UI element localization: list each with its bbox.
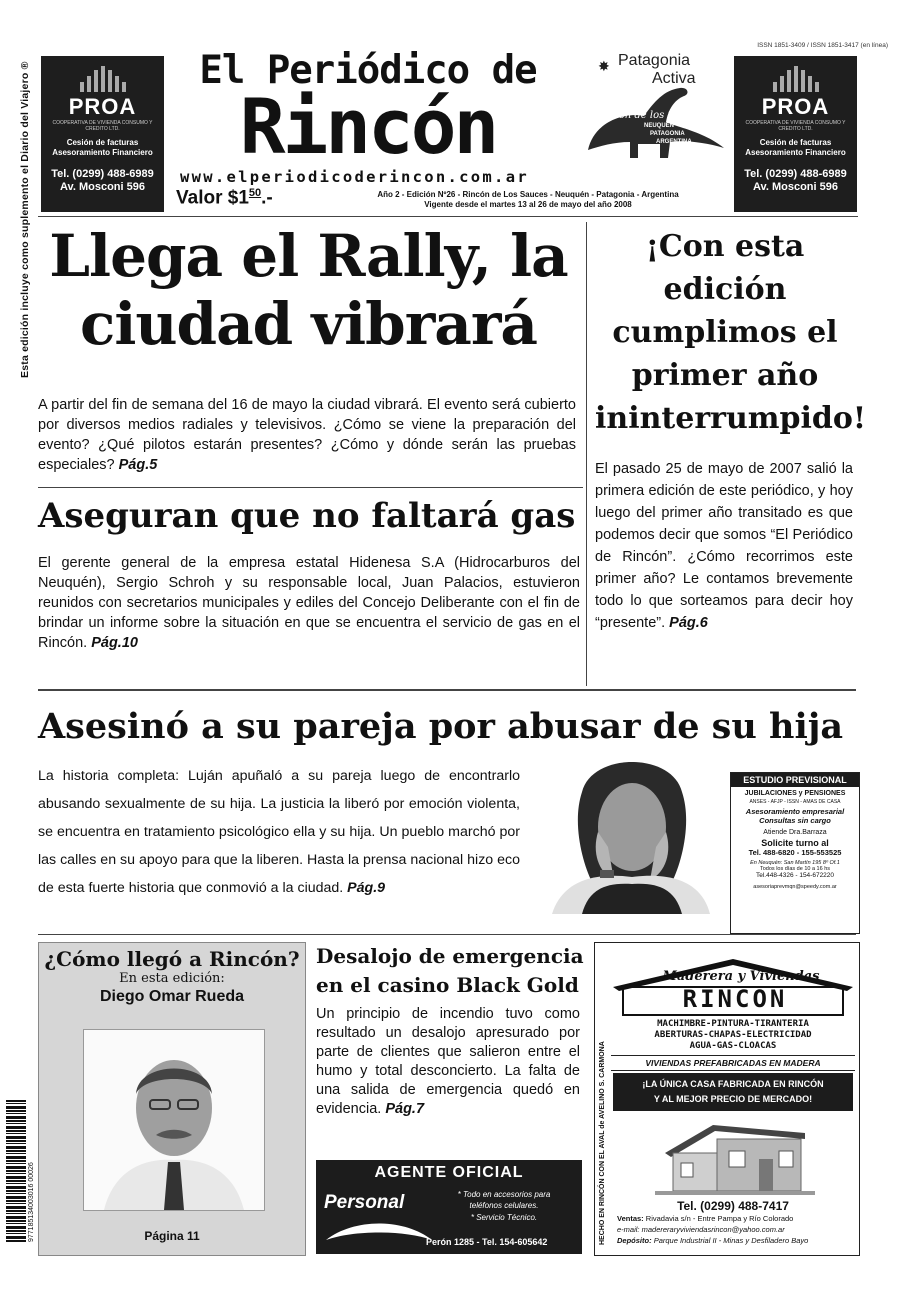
agente-item1b: teléfonos celulares. [469,1201,539,1210]
estudio-ad [730,772,860,934]
crime-body [38,762,520,902]
maderera-name1: Maderera y Viviendas [662,969,820,984]
maderera-banner [613,1073,853,1111]
maderera-ventas [617,1214,857,1223]
estudio-line9: Todos los días de 10 a 16 hs [759,866,831,872]
price-label: Valor $1 [176,187,249,209]
price-suffix: .- [261,187,273,209]
maderera-deposito-label: Depósito: [617,1236,652,1245]
maderera-banner1: ¡LA ÚNICA CASA FABRICADA EN RINCÓN [642,1079,824,1089]
estudio-line4: Consultas sin cargo [759,816,831,825]
lead-body [38,395,576,475]
masthead-title-line2: Rincón [239,82,497,171]
personal-swoosh-icon [324,1216,434,1246]
agente-item2: * Servicio Técnico. [470,1213,538,1222]
casino-headline: Desalojo de emergencia en el casino Black Gold [316,944,584,997]
estudio-title: ESTUDIO PREVISIONAL [731,773,859,787]
proa-logo-icon [41,66,164,92]
maderera-ventas-text: Rivadavia s/n - Entre Pampa y Río Colorado [645,1214,794,1223]
estudio-line6: Solicite turno al [761,838,829,848]
maderera-prefab: VIVIENDAS PREFABRICADAS EN MADERA [611,1055,855,1071]
proa-address: Av. Mosconi 596 [60,181,145,193]
proa-ad-left [41,56,164,212]
maderera-vertical: HECHO EN RINCÓN CON EL AVAL de AVELINO S. CARMONA [599,1041,606,1245]
anniversary-page-ref: Pág.6 [669,615,708,631]
maderera-banner2: Y AL MEJOR PRECIO DE MERCADO! [653,1094,813,1104]
maderera-email-text: madereraryviviendasrincon@yahoo.com.ar [641,1225,785,1234]
estudio-line1: JUBILACIONES y PENSIONES [744,790,846,797]
maderera-name2: RINCON [682,985,788,1013]
maderera-deposito [617,1236,857,1245]
casino-page-ref: Pág.7 [385,1101,425,1117]
crime-body-text: La historia completa: Luján apuñaló a su pareja luego de encontrarlo abusando sexualmente de su hija. La justicia la liberó por emoción violenta, se encuentra en tratamiento psicológico ella y su hija. Un pueblo marchó por las calles en su apoyo para que la liberen. Hasta la prensa nacional hizo eco de esta fuerte historia que conmovió a la ciudad. [38,768,520,896]
maderera-services1: MACHIMBRE-PINTURA-TIRANTERIA [657,1019,809,1029]
estudio-line7: Tel. 488-6820 - 155-553525 [748,848,842,857]
lead-page-ref: Pág.5 [118,457,158,473]
como-llego-photo [83,1029,265,1211]
proa-coop: COOPERATIVA DE VIVIENDA CONSUMO Y CREDITO LTD. [745,120,846,132]
estudio-line3: Asesoramiento empresarial [745,807,845,816]
maderera-ventas-label: Ventas: [617,1214,644,1223]
casino-body-text: Un principio de incendio tuvo como resultado un desalojo apresurado por parte de clientes que salieron entre el humo y total desconcierto. La falta de una salida de emergencia quedó en evidencia. [316,1006,580,1117]
agente-item1: * Todo en accesorios para [457,1190,551,1199]
gas-body [38,553,580,653]
proa-tel: Tel. (0299) 488-6989 [744,168,847,180]
proa-ad-right [734,56,857,212]
maderera-ad [594,942,860,1256]
dinosaur-icon [584,82,729,162]
gas-page-ref: Pág.10 [91,635,138,651]
anniversary-body [595,458,853,634]
proa-coop: COOPERATIVA DE VIVIENDA CONSUMO Y CREDITO LTD. [52,120,153,132]
masthead-title-line1: El Periódico de [199,48,537,93]
proa-tel: Tel. (0299) 488-6989 [51,168,154,180]
estudio-email: asesoriaprevmqn@speedy.com.ar [753,884,837,890]
sun-icon: ✸ [598,58,610,74]
price [176,187,273,209]
side-note: Esta edición incluye como suplemento el Diario del Viajero ® [19,61,31,378]
patagonia-activa-logo [580,50,730,166]
maderera-services3: AGUA-GAS-CLOACAS [689,1041,777,1051]
issn: ISSN 1851-3409 / ISSN 1851-3417 (en línea) [757,42,888,49]
gas-body-text: El gerente general de la empresa estatal Hidenesa S.A (Hidrocarburos del Neuquén), Sergio Schroh y su responsable local, Juan Palacios, estuvieron reunidos con secretarios municipales y ediles del Concejo Deliberante con el fin de brindar un informe sobre la situación en que se encuentra el servicio de gas en el Rincón. [38,555,580,651]
como-llego-title: ¿Cómo llegó a Rincón? [44,947,300,971]
lead-headline: Llega el Rally, la ciudad vibrará [49,222,568,358]
maderera-tel: Tel. (0299) 488-7417 [677,1199,789,1213]
barcode-number: 977185134003016 00026 [28,1162,35,1242]
patagonia-line1: Patagonia [618,52,691,69]
price-cents: 50 [248,187,262,199]
patagonia-sub1: NEUQUÉN [644,123,675,129]
patagonia-sub2: PATAGONIA [650,131,685,137]
crime-page-ref: Pág.9 [347,880,386,896]
maderera-email [617,1225,857,1234]
estudio-line10: Tel.448-4326 - 154-672220 [755,872,835,879]
patagonia-sub3: ARGENTINA [656,139,692,145]
crime-photo [542,752,720,914]
patagonia-line2: Activa [652,70,696,87]
agente-address: Perón 1285 - Tel. 154-605642 [426,1237,548,1247]
maderera-deposito-text: Parque Industrial II - Minas y Desfiladero Bayo [653,1236,809,1245]
man-photo-icon [84,1030,264,1210]
proa-logo-icon [734,66,857,92]
estudio-line2: ANSES - AFJP - ISSN - AMAS DE CASA [749,799,841,805]
proa-service-1: Cesión de facturas [759,138,832,147]
casino-body [316,1005,580,1119]
proa-service-2: Asesoramiento Financiero [52,148,153,157]
proa-name: PROA [68,94,137,119]
proa-address: Av. Mosconi 596 [753,181,838,193]
maderera-email-label: e-mail: [617,1225,640,1234]
como-llego-box [38,942,306,1256]
gas-headline: Aseguran que no faltará gas [38,496,576,536]
edition-info: Año 2 - Edición Nº26 - Rincón de Los Sauces - Neuquén - Patagonia - Argentina [377,190,679,199]
como-llego-person: Diego Omar Rueda [99,988,245,1005]
barcode [6,1100,26,1242]
patagonia-tagline: Rincón de los Saurios [596,110,706,121]
como-llego-page: Página 11 [144,1229,200,1243]
agente-ad [316,1160,582,1254]
house-icon [655,1119,815,1195]
agente-brand: Personal [324,1192,405,1213]
woman-photo-icon [542,752,720,914]
proa-service-1: Cesión de facturas [66,138,139,147]
como-llego-subtitle: En esta edición: [119,971,225,986]
agente-title: AGENTE OFICIAL [374,1164,524,1181]
anniversary-headline: ¡Con esta edición cumplimos el primer año ininterrumpido! [595,229,867,436]
lead-body-text: A partir del fin de semana del 16 de mayo la ciudad vibrará. El evento será cubierto por diversos medios radiales y televisivos. ¿Cómo se viene la preparación del evento? ¿Qué pilotos estarán presentes? ¿Cómo y dónde serán las pruebas especiales? [38,397,576,473]
crime-headline: Asesinó a su pareja por abusar de su hija [38,706,844,747]
proa-name: PROA [761,94,830,119]
edition-validity: Vigente desde el martes 13 al 26 de mayo del año 2008 [424,200,632,209]
anniversary-body-text: El pasado 25 de mayo de 2007 salió la primera edición de este periódico, y hoy luego del primer año transitado es que podemos decir que somos “El Periódico de Rincón”. ¿Cómo recorrimos este primer año? Le contamos brevemente todo lo que sorteamos para decir hoy “presente”. [595,461,853,631]
estudio-line5: Atiende Dra.Barraza [763,829,827,836]
proa-service-2: Asesoramiento Financiero [745,148,846,157]
estudio-line8: En Neuquén: San Martín 195 8º Of.1 [750,860,840,866]
masthead-url: www.elperiodicoderincon.com.ar [180,168,529,186]
maderera-services2: ABERTURAS-CHAPAS-ELECTRICIDAD [654,1030,812,1040]
